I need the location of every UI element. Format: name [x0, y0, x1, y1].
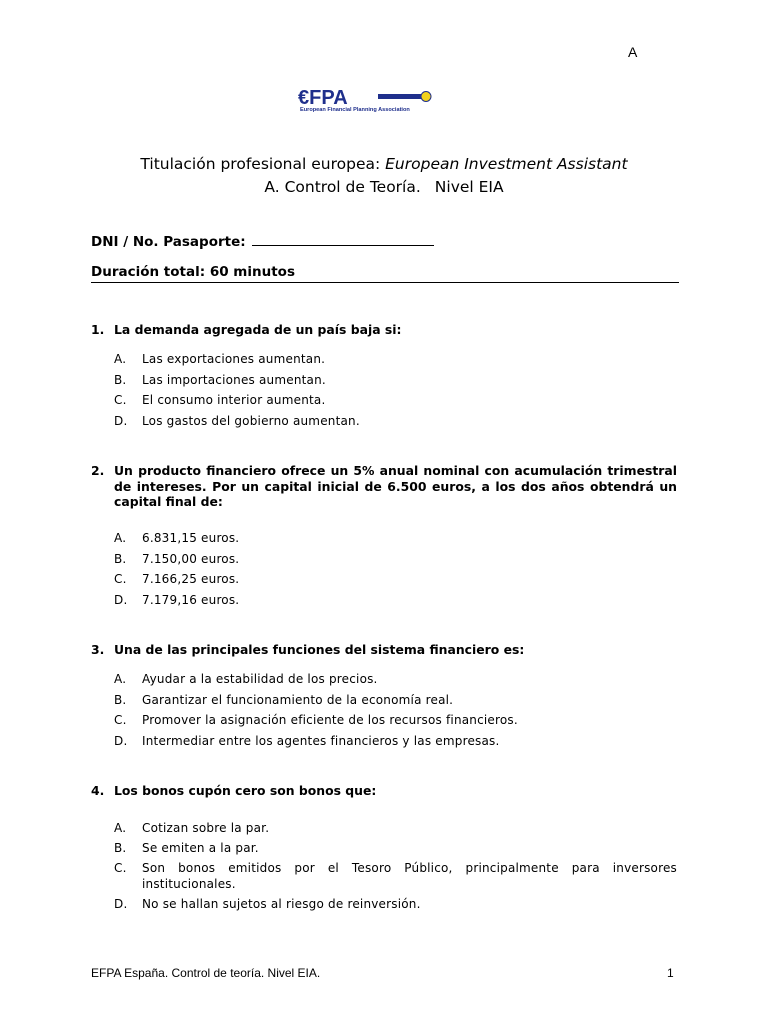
option-text: Intermediar entre los agentes financieros y las empresas.	[142, 734, 500, 748]
option-letter: C.	[114, 572, 127, 586]
option-2b	[114, 551, 677, 567]
option-1a	[114, 351, 677, 367]
title-qualification: European Investment Assistant	[385, 155, 628, 173]
option-text: 7.150,00 euros.	[142, 552, 240, 566]
page-number: 1	[667, 966, 674, 980]
question-text: Una de las principales funciones del sistema financiero es:	[114, 642, 525, 657]
option-text: Las importaciones aumentan.	[142, 373, 326, 387]
option-letter: D.	[114, 414, 128, 428]
dni-blank-line[interactable]	[252, 233, 434, 246]
option-text: 7.166,25 euros.	[142, 572, 240, 586]
efpa-logo	[298, 86, 438, 118]
option-text: Las exportaciones aumentan.	[142, 352, 326, 366]
question-3	[91, 642, 677, 658]
dni-label: DNI / No. Pasaporte:	[91, 234, 246, 250]
svg-text:€FPA: €FPA	[298, 87, 348, 108]
title-prefix: Titulación profesional europea:	[140, 155, 386, 173]
duration-line: Duración total: 60 minutos	[91, 264, 679, 283]
option-1d	[114, 413, 677, 429]
option-letter: B.	[114, 373, 127, 387]
option-letter: D.	[114, 734, 128, 748]
option-text: Son bonos emitidos por el Tesoro Público, principalmente para inversores institucionales.	[142, 861, 677, 891]
question-text: La demanda agregada de un país baja si:	[114, 322, 402, 337]
option-letter: A.	[114, 672, 127, 686]
option-text: Promover la asignación eficiente de los recursos financieros.	[142, 713, 518, 727]
subtitle-level: Nivel EIA	[434, 178, 504, 196]
option-text: 6.831,15 euros.	[142, 531, 240, 545]
option-letter: A.	[114, 531, 127, 545]
option-text: 7.179,16 euros.	[142, 593, 240, 607]
option-text: Ayudar a la estabilidad de los precios.	[142, 672, 378, 686]
option-letter: B.	[114, 552, 127, 566]
option-3a	[114, 671, 677, 687]
option-1c	[114, 392, 677, 408]
exam-title	[0, 155, 768, 173]
option-2c	[114, 571, 677, 587]
option-text: Los gastos del gobierno aumentan.	[142, 414, 360, 428]
option-letter: D.	[114, 897, 128, 911]
efpa-logo-mark	[298, 86, 438, 108]
option-letter: D.	[114, 593, 128, 607]
question-number: 2.	[91, 463, 105, 478]
option-letter: C.	[114, 713, 127, 727]
question-4	[91, 783, 677, 799]
question-1	[91, 322, 677, 338]
question-text: Un producto financiero ofrece un 5% anual nominal con acumulación trimestral de intereses. Por un capital inicial de 6.500 euros, a los dos años obtendrá un capital final de:	[114, 463, 677, 509]
option-2d	[114, 592, 677, 608]
question-text: Los bonos cupón cero son bonos que:	[114, 783, 377, 798]
option-3c	[114, 712, 677, 728]
option-4a	[114, 820, 677, 836]
option-1b	[114, 372, 677, 388]
option-letter: C.	[114, 861, 127, 875]
logo-subtitle: European Financial Planning Association	[300, 107, 410, 113]
question-number: 3.	[91, 642, 105, 657]
option-text: El consumo interior aumenta.	[142, 393, 326, 407]
option-3d	[114, 733, 677, 749]
option-letter: B.	[114, 693, 127, 707]
question-number: 4.	[91, 783, 105, 798]
option-text: Se emiten a la par.	[142, 841, 259, 855]
exam-subtitle	[0, 178, 768, 196]
subtitle-control: A. Control de Teoría.	[264, 178, 421, 196]
option-letter: A.	[114, 352, 127, 366]
question-2	[91, 463, 677, 510]
option-3b	[114, 692, 677, 708]
option-4d	[114, 896, 677, 912]
question-number: 1.	[91, 322, 105, 337]
exam-version-letter: A	[628, 44, 638, 60]
option-4b	[114, 840, 677, 856]
option-4c	[114, 860, 677, 892]
option-2a	[114, 530, 677, 546]
dni-field	[91, 233, 434, 250]
option-letter: A.	[114, 821, 127, 835]
option-letter: B.	[114, 841, 127, 855]
option-text: No se hallan sujetos al riesgo de reinversión.	[142, 897, 421, 911]
option-text: Cotizan sobre la par.	[142, 821, 270, 835]
option-letter: C.	[114, 393, 127, 407]
page-footer: EFPA España. Control de teoría. Nivel EIA.	[91, 966, 321, 980]
option-text: Garantizar el funcionamiento de la economía real.	[142, 693, 454, 707]
